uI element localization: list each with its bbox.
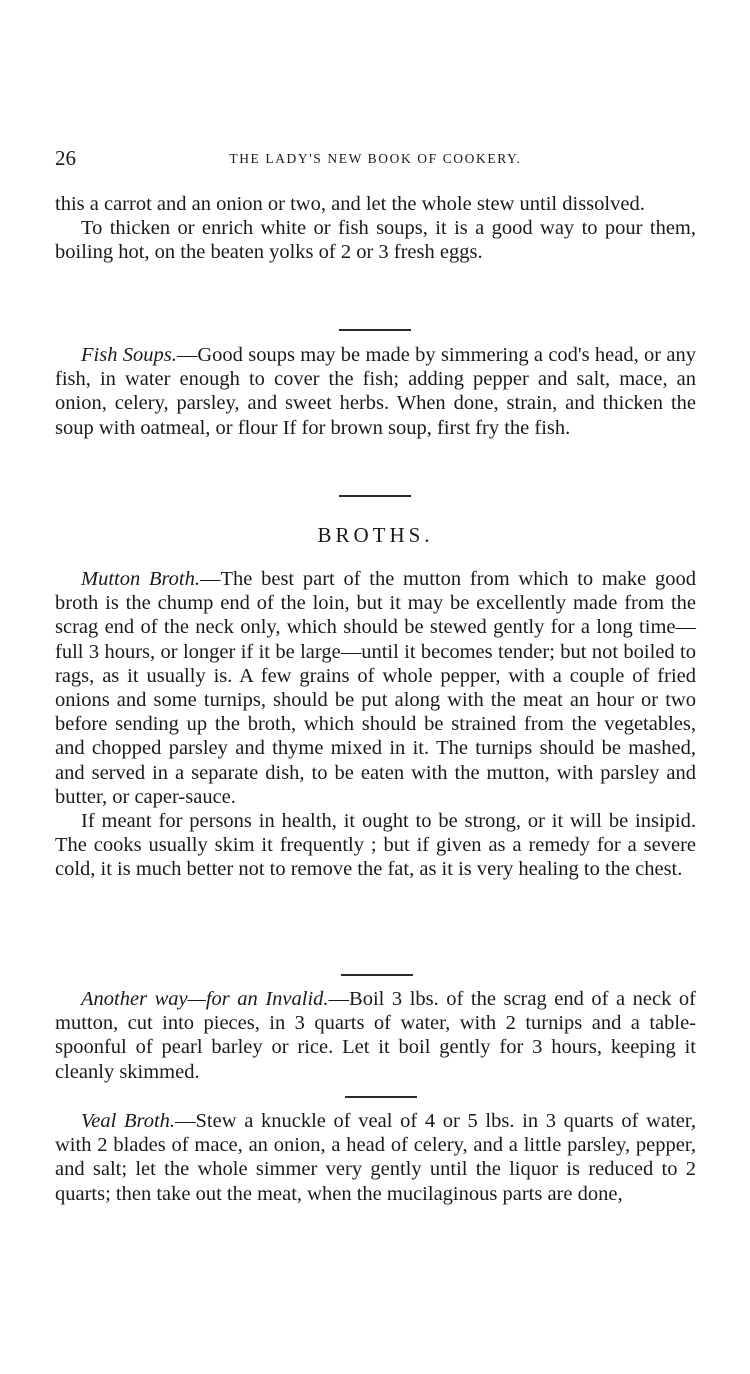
running-title: THE LADY'S NEW BOOK OF COOKERY. [229, 151, 522, 166]
paragraph-thicken: To thicken or enrich white or fish soups, it is a good way to pour them, boiling hot, on the beaten yolks of 2 or 3 fresh eggs. [55, 217, 696, 264]
fish-soups-heading: Fish Soups. [81, 344, 177, 366]
mutton-broth-heading: Mutton Broth. [81, 568, 201, 590]
mutton-broth-text: —The best part of the mutton from which to make good broth is the chump end of the loin, but it may be excellently made from the scrag end of the neck only, which should be stewed gently for a long time—full 3 hours, or longer if it be large—until it becomes tender; but not boiled to rags, as it usually is. A few grains of whole pepper, with a couple of fried onions and some turnips, should be put along with the meat an hour or two before sending up the broth, which should be strained from the vegetables, and chopped parsley and thyme mixed in it. The turnips should be mashed, and served in a separate dish, to be eaten with the mutton, with parsley and butter, or caper-sauce. [55, 568, 697, 808]
invalid-broth-text: —Boil 3 lbs. of the scrag end of a neck of mutton, cut into pieces, in 3 quarts of water, with 2 turnips and a table-spoonful of pearl barley or rice. Let it boil gently for 3 hours, keeping it cleanly skimmed. [55, 988, 696, 1083]
veal-broth-paragraph [55, 1109, 696, 1206]
page-header [55, 146, 696, 172]
section-rule [339, 329, 411, 331]
mutton-broth-block [55, 567, 696, 882]
section-rule [339, 495, 411, 497]
fish-soups-text: —Good soups may be made by simmering a cod's head, or any fish, in water enough to cover the fish; adding pepper and salt, mace, an onion, celery, parsley, and sweet herbs. When done, strain, and thicken the soup with oatmeal, or flour If for brown soup, first fry the fish. [55, 344, 696, 439]
section-title-broths: BROTHS. [317, 523, 434, 547]
invalid-broth-heading: Another way—for an Invalid. [81, 988, 329, 1010]
paragraph-continuation [55, 192, 696, 265]
veal-broth-text: —Stew a knuckle of veal of 4 or 5 lbs. in 3 quarts of water, with 2 blades of mace, an onion, a head of celery, and a little parsley, pepper, and salt; let the whole simmer very gently until the liquor is reduced to 2 quarts; then take out the meat, when the mucilaginous parts are done, [55, 1110, 696, 1205]
mutton-health-paragraph: If meant for persons in health, it ought to be strong, or it will be insipid. The cooks usually skim it frequently ; but if given as a remedy for a severe cold, it is much better not to remove the fat, as it is very healing to the chest. [55, 810, 696, 881]
page-number: 26 [55, 146, 76, 170]
veal-broth-heading: Veal Broth. [81, 1110, 176, 1132]
paragraph-carrot: this a carrot and an onion or two, and let the whole stew until dissolved. [55, 193, 645, 215]
section-rule [341, 974, 413, 976]
fish-soups-paragraph [55, 343, 696, 440]
invalid-broth-paragraph [55, 987, 696, 1084]
section-rule [345, 1096, 417, 1098]
